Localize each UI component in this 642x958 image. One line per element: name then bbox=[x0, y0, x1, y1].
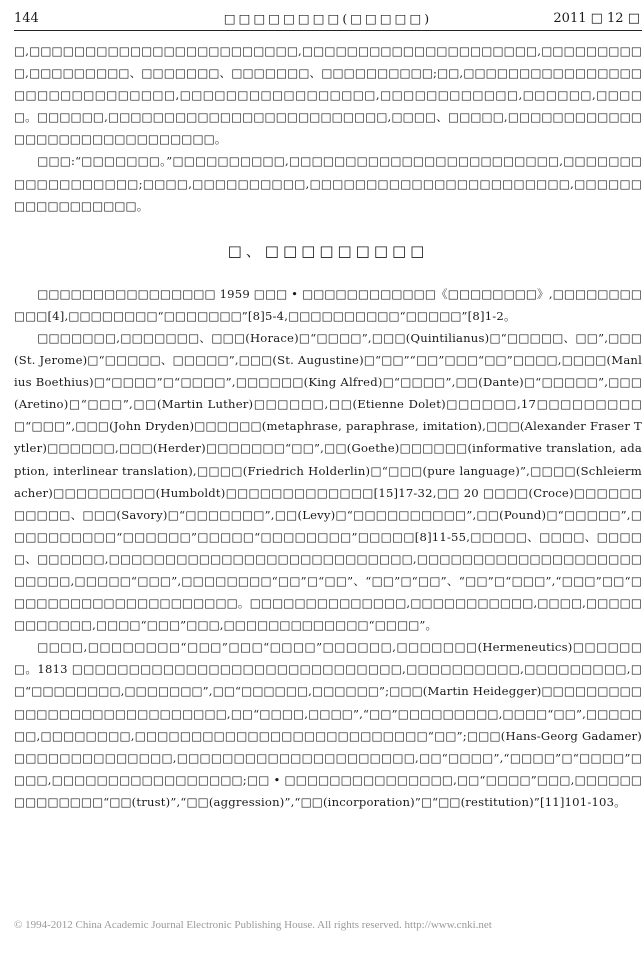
page-header bbox=[14, 8, 642, 31]
document-page bbox=[14, 0, 642, 958]
journal-title: □□□□□□□□(□□□□□) bbox=[223, 11, 433, 26]
paragraph-5: □□□□,□□□□□□□□“□□□”□□□“□□□□”□□□□□□,□□□□□□□(Hermeneutics)□□□□□□□。1813 □□□□□□□□□□□□□□□□□□□□□□□□□□□□□,□□□□□□□□□□,□□□□□□□□□,□□“□□□□□□□□,□□□□□□□”,□□“□□□□□□,□□□□□□”;□□□(Martin Heidegger)□□□□□□□□□□□□□□□□□□□□□□□□□□□□,□□“□□□□,□□□□”,“□□”□□□□□□□□□,□□□□“□□”,□□□□□□□,□□□□□□□□,□□□□□□□□□□□□□□□□□□□□□□□□□□“□□”;□□□(Hans-Georg Gadamer)□□□□□□□□□□□□□□,□□□□□□□□□□□□□□□□□□□□□,□□“□□□□”,“□□□□”□“□□□□”□□□□,□□□□□□□□□□□□□□□□□;□□ • □□□□□□□□□□□□□□□,□□“□□□□”□□□,□□□□□□□□□□□□□□“□□(trust)”,“□□(aggression)”,“□□(incorporation)”□“□□(restitution)”[11]101-103。 bbox=[14, 640, 642, 809]
article-body bbox=[14, 40, 642, 813]
issue-date: 2011 □ 12 □ bbox=[553, 11, 640, 26]
paragraph-1: □,□□□□□□□□□□□□□□□□□□□□□□□□,□□□□□□□□□□□□□□□□□□□□□,□□□□□□□□□□,□□□□□□□□□、□□□□□□□、□□□□□□□、□□□□□□□□□□;□□,□□□□□□□□□□□□□□□□□□□□□□□□□□□□□□,□□□□□□□□□□□□□□□□□,□□□□□□□□□□□□,□□□□□□,□□□□□。□□□□□□,□□□□□□□□□□□□□□□□□□□□□□□□□,□□□□、□□□□□,□□□□□□□□□□□□□□□□□□□□□□□□□□□□□□。 bbox=[14, 44, 642, 147]
page-number: 144 bbox=[14, 11, 39, 26]
paragraph-2: □□□:“□□□□□□□。”□□□□□□□□□□,□□□□□□□□□□□□□□□□□□□□□□□□,□□□□□□□□□□□□□□□□□□;□□□□,□□□□□□□□□□,□□□□□□□□□□□□□□□□□□□□□□□,□□□□□□□□□□□□□□□□□。 bbox=[14, 154, 642, 213]
copyright-footer: © 1994-2012 China Academic Journal Electronic Publishing House. All rights reserved. http://www.cnki.net bbox=[14, 919, 492, 931]
paragraph-3: □□□□□□□□□□□□□□□□ 1959 □□□ • □□□□□□□□□□□□《□□□□□□□□》,□□□□□□□□□□□[4],□□□□□□□□“□□□□□□□”[8]5-4,□□□□□□□□□□“□□□□□”[8]1-2。 bbox=[14, 286, 642, 323]
paragraph-4: □□□□□□□,□□□□□□□、□□□(Horace)□“□□□□”,□□□(Quintilianus)□“□□□□□、□□”,□□□(St. Jerome)□“□□□□□、□□□□□”,□□□(St. Augustine)□“□□”“□□”□□□“□□”□□□□,□□□□(Manlius Boethius)□“□□□□”□“□□□□”,□□□□□□(King Alfred)□“□□□□”,□□(Dante)□“□□□□□”,□□□(Aretino)□“□□□”,□□(Martin Luther)□□□□□□,□□(Etienne Dolet)□□□□□□,17□□□□□□□□□□“□□□”,□□□(John Dryden)□□□□□□(metaphrase, paraphrase, imitation),□□□(Alexander Fraser Tytler)□□□□□□,□□□(Herder)□□□□□□□“□□”,□□(Goethe)□□□□□□(informative translation, adaption, interlinear translation),□□□□(Friedrich Holderlin)□“□□□(pure language)”,□□□□(Schleiermacher)□□□□□□□□□(Humboldt)□□□□□□□□□□□□□[15]17-32,□□ 20 □□□□(Croce)□□□□□□□□□□□、□□□(Savory)□“□□□□□□□”,□□(Levy)□“□□□□□□□□□□”,□□(Pound)□“□□□□□”,□□□□□□□□□□“□□□□□□”□□□□□“□□□□□□□□”□□□□□[8]11-55,□□□□□、□□□□、□□□□□、□□□□□□,□□□□□□□□□□□□□□□□□□□□□□□□□□□,□□□□□□□□□□□□□□□□□□□□□□□□□,□□□□□“□□□”,□□□□□□□□“□□”□“□□”、“□□”□“□□”、“□□”□“□□□”,“□□□”□□“□□□□□□□□□□□□□□□□□□□□□。□□□□□□□□□□□□□□,□□□□□□□□□□□,□□□□,□□□□□□□□□□□□,□□□□“□□□”□□□,□□□□□□□□□□□□□“□□□□”。 bbox=[14, 330, 642, 633]
section-heading: □、□□□□□□□□□ bbox=[227, 241, 429, 260]
